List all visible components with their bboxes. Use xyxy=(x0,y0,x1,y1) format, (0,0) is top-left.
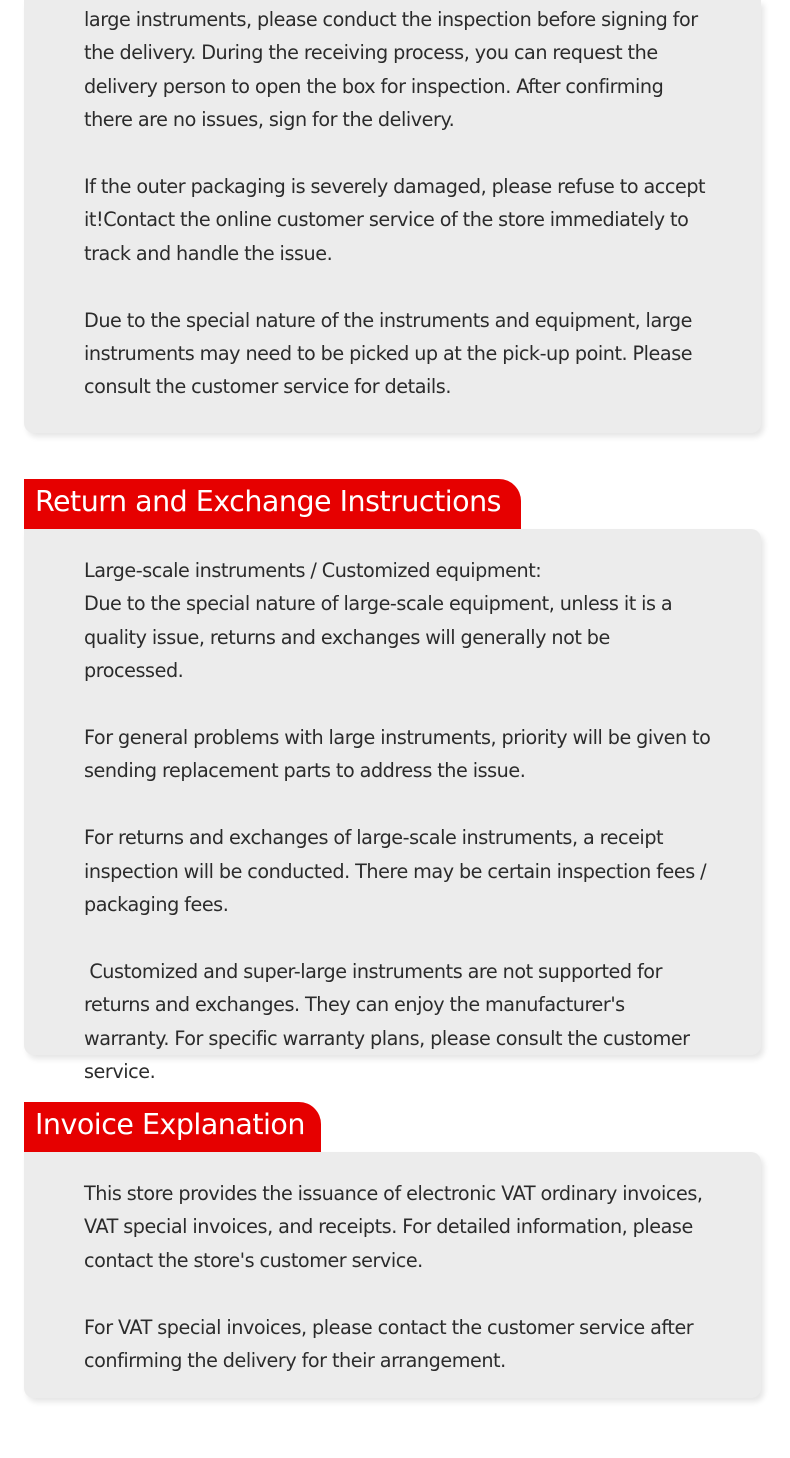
returns-paragraph: For returns and exchanges of large-scale instruments, a receipt inspection will be conducted. There may be certain inspection fees / packaging fees. xyxy=(84,826,712,917)
invoice-section-title: Invoice Explanation xyxy=(24,1102,321,1152)
returns-paragraph: Customized and super-large instruments are not supported for returns and exchanges. They can enjoy the manufacturer's warranty. For specific warranty plans, please consult the customer service. xyxy=(84,959,695,1084)
invoice-paragraph: For VAT special invoices, please contact the customer service after confirming the delivery for their arrangement. xyxy=(84,1315,699,1373)
invoice-card xyxy=(24,1152,761,1398)
delivery-paragraph: large instruments, please conduct the inspection before signing for the delivery. During the receiving process, you can request the delivery person to open the box for inspection. After confirming there are no issues, sign for the delivery. xyxy=(84,8,704,132)
returns-paragraph: Large-scale instruments / Customized equipment: Due to the special nature of large-scale equipment, unless it is a quality issue, returns and exchanges will generally not be processed. xyxy=(84,559,673,683)
delivery-paragraph: Due to the special nature of the instruments and equipment, large instruments may need to be picked up at the pick-up point. Please consult the customer service for details. xyxy=(84,308,698,399)
returns-card xyxy=(24,529,761,1084)
invoice-paragraph: This store provides the issuance of electronic VAT ordinary invoices, VAT special invoices, and receipts. For detailed information, please contact the store's customer service. xyxy=(84,1182,708,1272)
delivery-body xyxy=(84,3,714,404)
delivery-card xyxy=(24,0,761,433)
invoice-body xyxy=(84,1177,714,1377)
returns-paragraph: For general problems with large instruments, priority will be given to sending replacement parts to address the issue. xyxy=(84,726,716,783)
returns-body xyxy=(84,554,714,1088)
delivery-paragraph: If the outer packaging is severely damaged, please refuse to accept it!Contact the online customer service of the store immediately to track and handle the issue. xyxy=(84,175,711,265)
returns-section-title: Return and Exchange Instructions xyxy=(24,479,521,529)
